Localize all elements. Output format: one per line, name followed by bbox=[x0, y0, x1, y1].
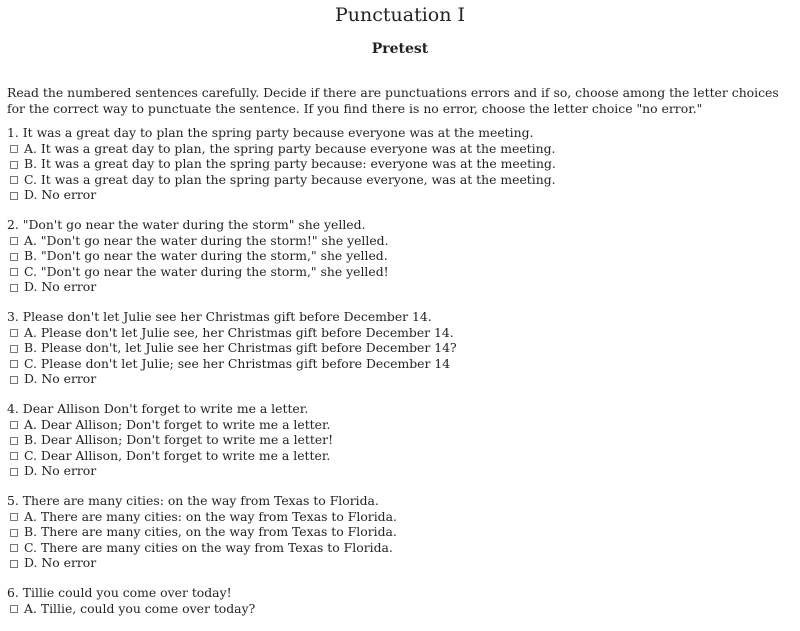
answer-checkbox[interactable] bbox=[10, 605, 18, 613]
answer-option[interactable] bbox=[7, 172, 797, 188]
answer-checkbox[interactable] bbox=[10, 253, 18, 261]
answer-option[interactable] bbox=[7, 540, 797, 556]
answer-option[interactable] bbox=[7, 141, 797, 157]
answer-checkbox[interactable] bbox=[10, 192, 18, 200]
answer-checkbox[interactable] bbox=[10, 437, 18, 445]
instructions: Read the numbered sentences carefully. Decide if there are punctuations errors and if so, choose among the letter choices for the correct way to punctuate the sentence. If you find there is no error, choose the letter choice "no error." bbox=[7, 85, 779, 116]
answer-option[interactable] bbox=[7, 555, 797, 571]
answer-option-label: D. No error bbox=[24, 187, 97, 202]
answer-option-label: D. No error bbox=[24, 279, 97, 294]
answer-option-label: D. No error bbox=[24, 371, 97, 386]
answer-option-label: B. It was a great day to plan the spring party because: everyone was at the meeting. bbox=[24, 156, 556, 171]
answer-option-label: A. "Don't go near the water during the storm!" she yelled. bbox=[24, 232, 389, 248]
answer-option-label: D. No error bbox=[24, 555, 97, 570]
answer-option-label: B. Dear Allison; Don't forget to write me a letter! bbox=[24, 432, 334, 447]
answer-checkbox[interactable] bbox=[10, 161, 18, 169]
answer-option[interactable] bbox=[7, 524, 797, 540]
answer-option-label: D. No error bbox=[24, 463, 97, 478]
answer-option[interactable] bbox=[7, 325, 797, 341]
answer-option[interactable] bbox=[7, 371, 797, 387]
answer-checkbox[interactable] bbox=[10, 468, 18, 476]
question-stem: 2. "Don't go near the water during the storm" she yelled. bbox=[7, 217, 366, 232]
answer-checkbox[interactable] bbox=[10, 284, 18, 292]
question-item bbox=[7, 125, 797, 203]
question-stem: 6. Tillie could you come over today! bbox=[7, 585, 232, 600]
answer-option[interactable] bbox=[7, 448, 797, 464]
answer-checkbox[interactable] bbox=[10, 452, 18, 460]
question-stem: 1. It was a great day to plan the spring party because everyone was at the meeting. bbox=[7, 125, 534, 140]
answer-option[interactable] bbox=[7, 509, 797, 525]
answer-checkbox[interactable] bbox=[10, 544, 18, 552]
answer-option-label: B. Please don't, let Julie see her Christmas gift before December 14? bbox=[24, 340, 457, 355]
question-stem: 4. Dear Allison Don't forget to write me a letter. bbox=[7, 401, 309, 416]
page-title: Punctuation I bbox=[334, 4, 466, 26]
answer-option-label: C. Dear Allison, Don't forget to write me a letter. bbox=[24, 447, 331, 463]
answer-option[interactable] bbox=[7, 356, 797, 372]
answer-checkbox[interactable] bbox=[10, 329, 18, 337]
answer-checkbox[interactable] bbox=[10, 145, 18, 153]
answer-option[interactable] bbox=[7, 432, 797, 448]
answer-option-label: C. There are many cities on the way from Texas to Florida. bbox=[24, 539, 393, 555]
question-item bbox=[7, 217, 797, 295]
answer-checkbox[interactable] bbox=[10, 376, 18, 384]
answer-option-label: A. Dear Allison; Don't forget to write me a letter. bbox=[24, 416, 331, 432]
answer-option-label: C. It was a great day to plan the spring party because everyone, was at the meeting. bbox=[24, 171, 556, 187]
answer-option-label: A. There are many cities: on the way from Texas to Florida. bbox=[24, 508, 397, 524]
answer-option[interactable] bbox=[7, 601, 797, 617]
answer-option-label: B. There are many cities, on the way from Texas to Florida. bbox=[24, 524, 397, 539]
answer-option[interactable] bbox=[7, 187, 797, 203]
answer-checkbox[interactable] bbox=[10, 345, 18, 353]
question-stem: 5. There are many cities: on the way from Texas to Florida. bbox=[7, 493, 379, 508]
answer-option[interactable] bbox=[7, 340, 797, 356]
question-stem: 3. Please don't let Julie see her Christmas gift before December 14. bbox=[7, 309, 432, 324]
answer-option[interactable] bbox=[7, 279, 797, 295]
question-item bbox=[7, 309, 797, 387]
answer-checkbox[interactable] bbox=[10, 421, 18, 429]
page-subtitle: Pretest bbox=[371, 41, 429, 57]
question-item bbox=[7, 401, 797, 479]
answer-option[interactable] bbox=[7, 264, 797, 280]
answer-option-label: A. Tillie, could you come over today? bbox=[24, 600, 256, 616]
answer-option-label: C. "Don't go near the water during the storm," she yelled! bbox=[24, 263, 389, 279]
answer-checkbox[interactable] bbox=[10, 513, 18, 521]
answer-option-label: A. Please don't let Julie see, her Christmas gift before December 14. bbox=[24, 324, 454, 340]
answer-option-label: A. It was a great day to plan, the spring party because everyone was at the meeting. bbox=[24, 140, 556, 156]
answer-option[interactable] bbox=[7, 417, 797, 433]
answer-option[interactable] bbox=[7, 233, 797, 249]
answer-checkbox[interactable] bbox=[10, 176, 18, 184]
answer-option-label: B. "Don't go near the water during the storm," she yelled. bbox=[24, 248, 388, 263]
answer-checkbox[interactable] bbox=[10, 268, 18, 276]
answer-checkbox[interactable] bbox=[10, 360, 18, 368]
answer-option[interactable] bbox=[7, 463, 797, 479]
answer-option-label: C. Please don't let Julie; see her Christmas gift before December 14 bbox=[24, 355, 451, 371]
answer-option[interactable] bbox=[7, 248, 797, 264]
answer-option[interactable] bbox=[7, 156, 797, 172]
question-item bbox=[7, 585, 797, 616]
question-item bbox=[7, 493, 797, 571]
answer-checkbox[interactable] bbox=[10, 237, 18, 245]
answer-checkbox[interactable] bbox=[10, 560, 18, 568]
question-list bbox=[7, 125, 797, 631]
answer-checkbox[interactable] bbox=[10, 529, 18, 537]
